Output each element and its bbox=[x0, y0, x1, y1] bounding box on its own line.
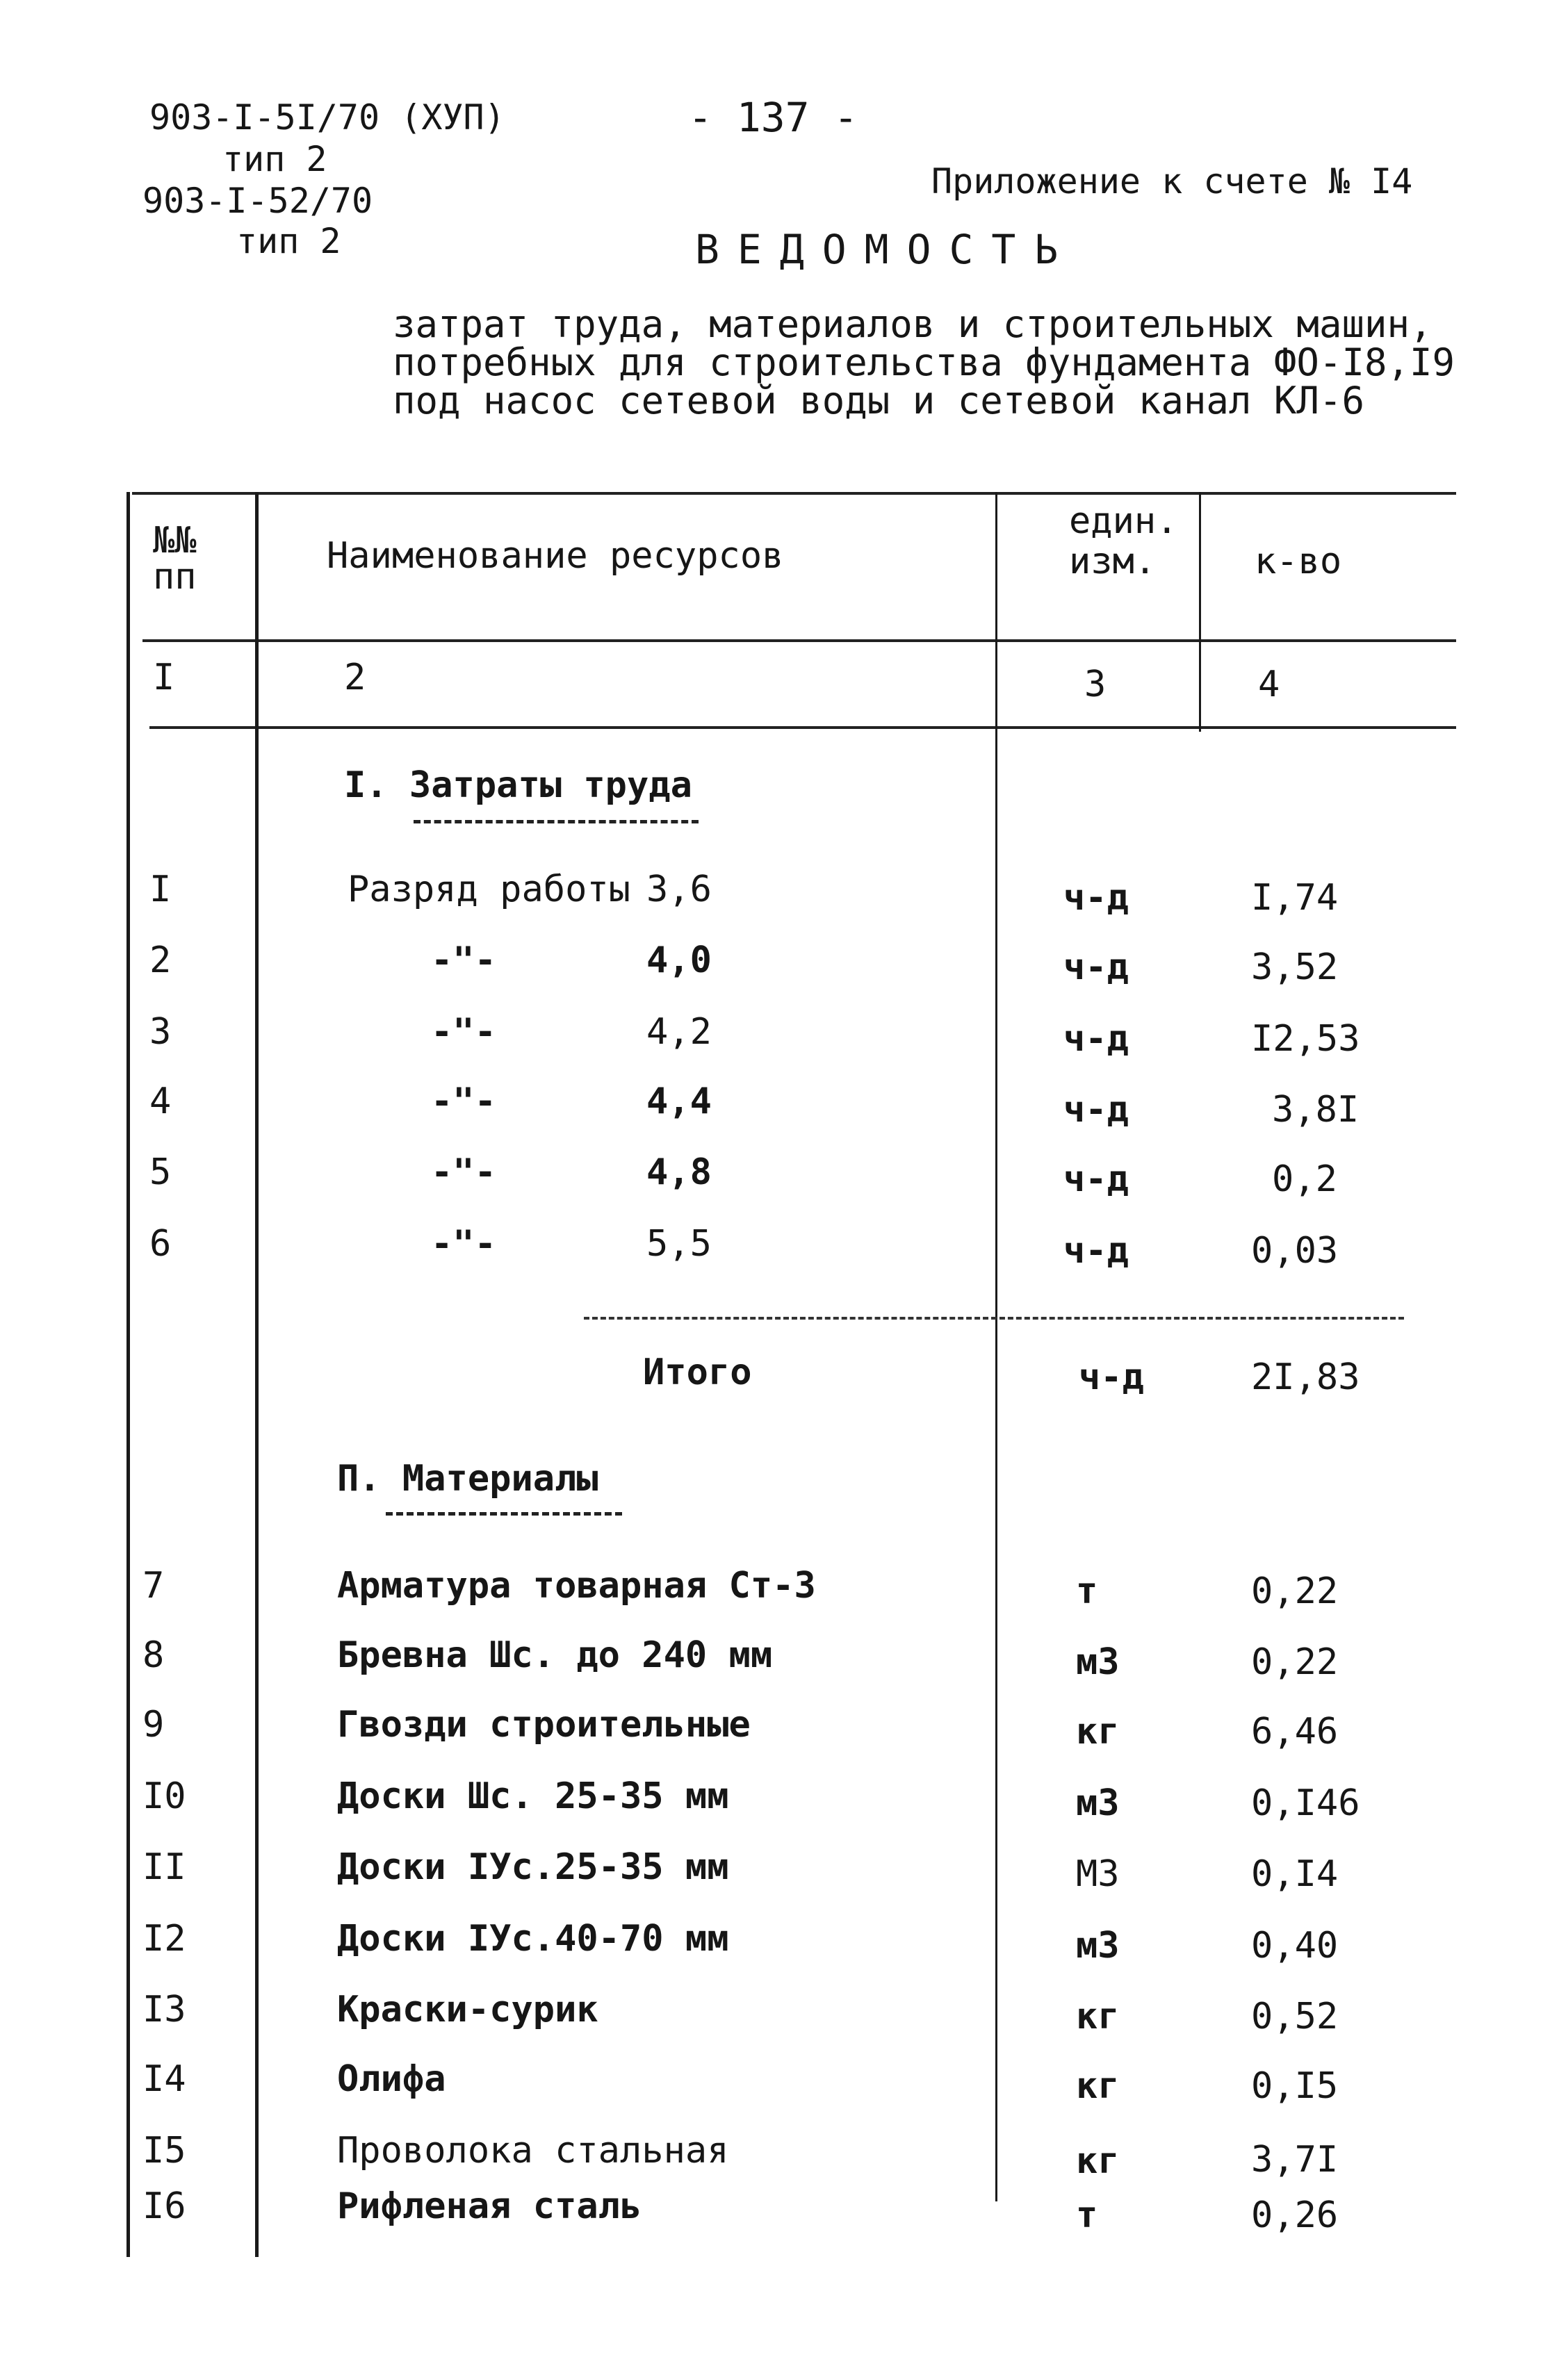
row-qty: 0,I5 bbox=[1251, 2065, 1339, 2107]
row-name: -"- bbox=[431, 1223, 496, 1265]
row-num: 9 bbox=[142, 1704, 165, 1746]
row-name: -"- bbox=[431, 1081, 496, 1122]
row-num: I2 bbox=[142, 1918, 186, 1960]
header-num-2: пп bbox=[153, 556, 197, 598]
col-number-1: I bbox=[153, 657, 175, 698]
row-name: Бревна Шс. до 240 мм bbox=[337, 1634, 773, 1676]
row-num: 2 bbox=[149, 939, 172, 981]
col-number-2: 2 bbox=[344, 657, 366, 698]
page-title: ВЕДОМОСТЬ bbox=[695, 226, 1077, 273]
row-unit: кг bbox=[1076, 2065, 1120, 2107]
table-left-border bbox=[126, 492, 130, 2257]
row-qty: 3,52 bbox=[1251, 946, 1339, 988]
row-unit: т bbox=[1076, 2194, 1098, 2236]
column-divider-1 bbox=[255, 492, 259, 2257]
row-qty: I2,53 bbox=[1251, 1018, 1360, 1060]
row-name: Арматура товарная Ст-3 bbox=[337, 1565, 816, 1607]
row-name: Олифа bbox=[337, 2058, 446, 2100]
row-qty: 0,52 bbox=[1251, 1996, 1339, 2037]
header-name: Наименование ресурсов bbox=[327, 535, 784, 577]
row-unit: ч-д bbox=[1063, 877, 1129, 919]
row-name: -"- bbox=[431, 1011, 496, 1053]
row-num: I3 bbox=[142, 1989, 186, 2030]
row-unit: ч-д bbox=[1063, 1018, 1129, 1060]
row-num: 7 bbox=[142, 1565, 165, 1607]
row-num: II bbox=[142, 1846, 186, 1888]
header-unit-1: един. bbox=[1069, 500, 1178, 542]
row-qty: 0,03 bbox=[1251, 1230, 1339, 1272]
page-number: - 137 - bbox=[688, 94, 858, 141]
row-unit: м3 bbox=[1076, 1641, 1120, 1683]
row-grade: 4,0 bbox=[646, 939, 712, 981]
subtitle-line-2: потребных для строительства фундамента ФО-I8,I9 bbox=[393, 340, 1455, 384]
row-qty: 3,8I bbox=[1272, 1089, 1360, 1131]
section-materials-underline bbox=[386, 1512, 622, 1516]
row-num: I4 bbox=[142, 2058, 186, 2100]
row-name: Доски IУс.25-35 мм bbox=[337, 1846, 729, 1888]
row-qty: I,74 bbox=[1251, 877, 1339, 919]
header-separator bbox=[142, 639, 1456, 642]
row-name: Краски-сурик bbox=[337, 1989, 598, 2030]
column-divider-3 bbox=[1199, 492, 1201, 732]
appendix-label: Приложение к счете № I4 bbox=[931, 161, 1413, 202]
row-grade: 3,6 bbox=[646, 869, 712, 910]
section-materials-title: П. Материалы bbox=[337, 1458, 598, 1500]
row-grade: 4,2 bbox=[646, 1011, 712, 1053]
row-unit: кг bbox=[1076, 1996, 1120, 2037]
row-qty: 0,22 bbox=[1251, 1641, 1339, 1683]
section-labor-underline bbox=[414, 820, 699, 823]
row-name: Доски IУс.40-70 мм bbox=[337, 1918, 729, 1960]
row-grade: 5,5 bbox=[646, 1223, 712, 1265]
row-num: I5 bbox=[142, 2130, 186, 2172]
subtitle-line-3: под насос сетевой воды и сетевой канал КЛ-6 bbox=[393, 379, 1364, 422]
row-num: I6 bbox=[142, 2185, 186, 2227]
document-type-1: тип 2 bbox=[222, 139, 327, 179]
row-name: Доски Шс. 25-35 мм bbox=[337, 1775, 729, 1817]
row-unit: ч-д bbox=[1063, 1158, 1129, 1200]
row-num: 3 bbox=[149, 1011, 172, 1053]
row-unit: М3 bbox=[1076, 1853, 1120, 1895]
row-num: 6 bbox=[149, 1223, 172, 1265]
row-name: Гвозди строительные bbox=[337, 1704, 751, 1746]
document-type-2: тип 2 bbox=[236, 221, 341, 261]
row-unit: м3 bbox=[1076, 1782, 1120, 1824]
column-divider-2 bbox=[995, 492, 997, 2201]
table-top-border bbox=[132, 492, 1456, 495]
row-unit: т bbox=[1076, 1570, 1098, 1612]
row-qty: 0,40 bbox=[1251, 1925, 1339, 1967]
row-name: -"- bbox=[431, 1151, 496, 1193]
row-qty: 0,2 bbox=[1272, 1158, 1337, 1200]
row-num: I bbox=[149, 869, 172, 910]
row-qty: 0,26 bbox=[1251, 2194, 1339, 2236]
row-unit: ч-д bbox=[1063, 946, 1129, 988]
row-name: Проволока стальная bbox=[337, 2130, 729, 2172]
row-unit: кг bbox=[1076, 2140, 1120, 2182]
row-unit: м3 bbox=[1076, 1925, 1120, 1967]
row-name: Рифленая сталь bbox=[337, 2185, 642, 2227]
row-num: I0 bbox=[142, 1775, 186, 1817]
col-number-4: 4 bbox=[1258, 664, 1280, 705]
section-labor-title: I. Затраты труда bbox=[344, 764, 692, 806]
row-num: 5 bbox=[149, 1151, 172, 1193]
subtitle-line-1: затрат труда, материалов и строительных машин, bbox=[393, 302, 1433, 346]
row-qty: 0,I4 bbox=[1251, 1853, 1339, 1895]
total-qty: 2I,83 bbox=[1251, 1356, 1360, 1398]
row-qty: 0,22 bbox=[1251, 1570, 1339, 1612]
row-unit: ч-д bbox=[1063, 1089, 1129, 1131]
row-num: 8 bbox=[142, 1634, 165, 1676]
document-code-2: 903-I-52/70 bbox=[142, 181, 373, 221]
total-label: Итого bbox=[643, 1352, 752, 1393]
row-qty: 3,7I bbox=[1251, 2139, 1339, 2181]
row-grade: 4,8 bbox=[646, 1151, 712, 1193]
header-unit-2: изм. bbox=[1069, 541, 1157, 582]
column-number-separator bbox=[149, 726, 1456, 729]
row-num: 4 bbox=[149, 1081, 172, 1122]
row-qty: 0,I46 bbox=[1251, 1782, 1360, 1824]
header-num-1: №№ bbox=[153, 520, 197, 561]
row-name: -"- bbox=[431, 939, 496, 981]
row-name: Разряд работы bbox=[348, 869, 630, 910]
row-grade: 4,4 bbox=[646, 1081, 712, 1122]
document-code-1: 903-I-5I/70 (ХУП) bbox=[149, 97, 505, 138]
col-number-3: 3 bbox=[1084, 664, 1107, 705]
total-separator bbox=[584, 1317, 1404, 1320]
row-unit: кг bbox=[1076, 1711, 1120, 1753]
total-unit: ч-д bbox=[1079, 1356, 1144, 1398]
row-qty: 6,46 bbox=[1251, 1711, 1339, 1753]
row-unit: ч-д bbox=[1063, 1230, 1129, 1272]
header-qty: к-во bbox=[1255, 541, 1342, 582]
